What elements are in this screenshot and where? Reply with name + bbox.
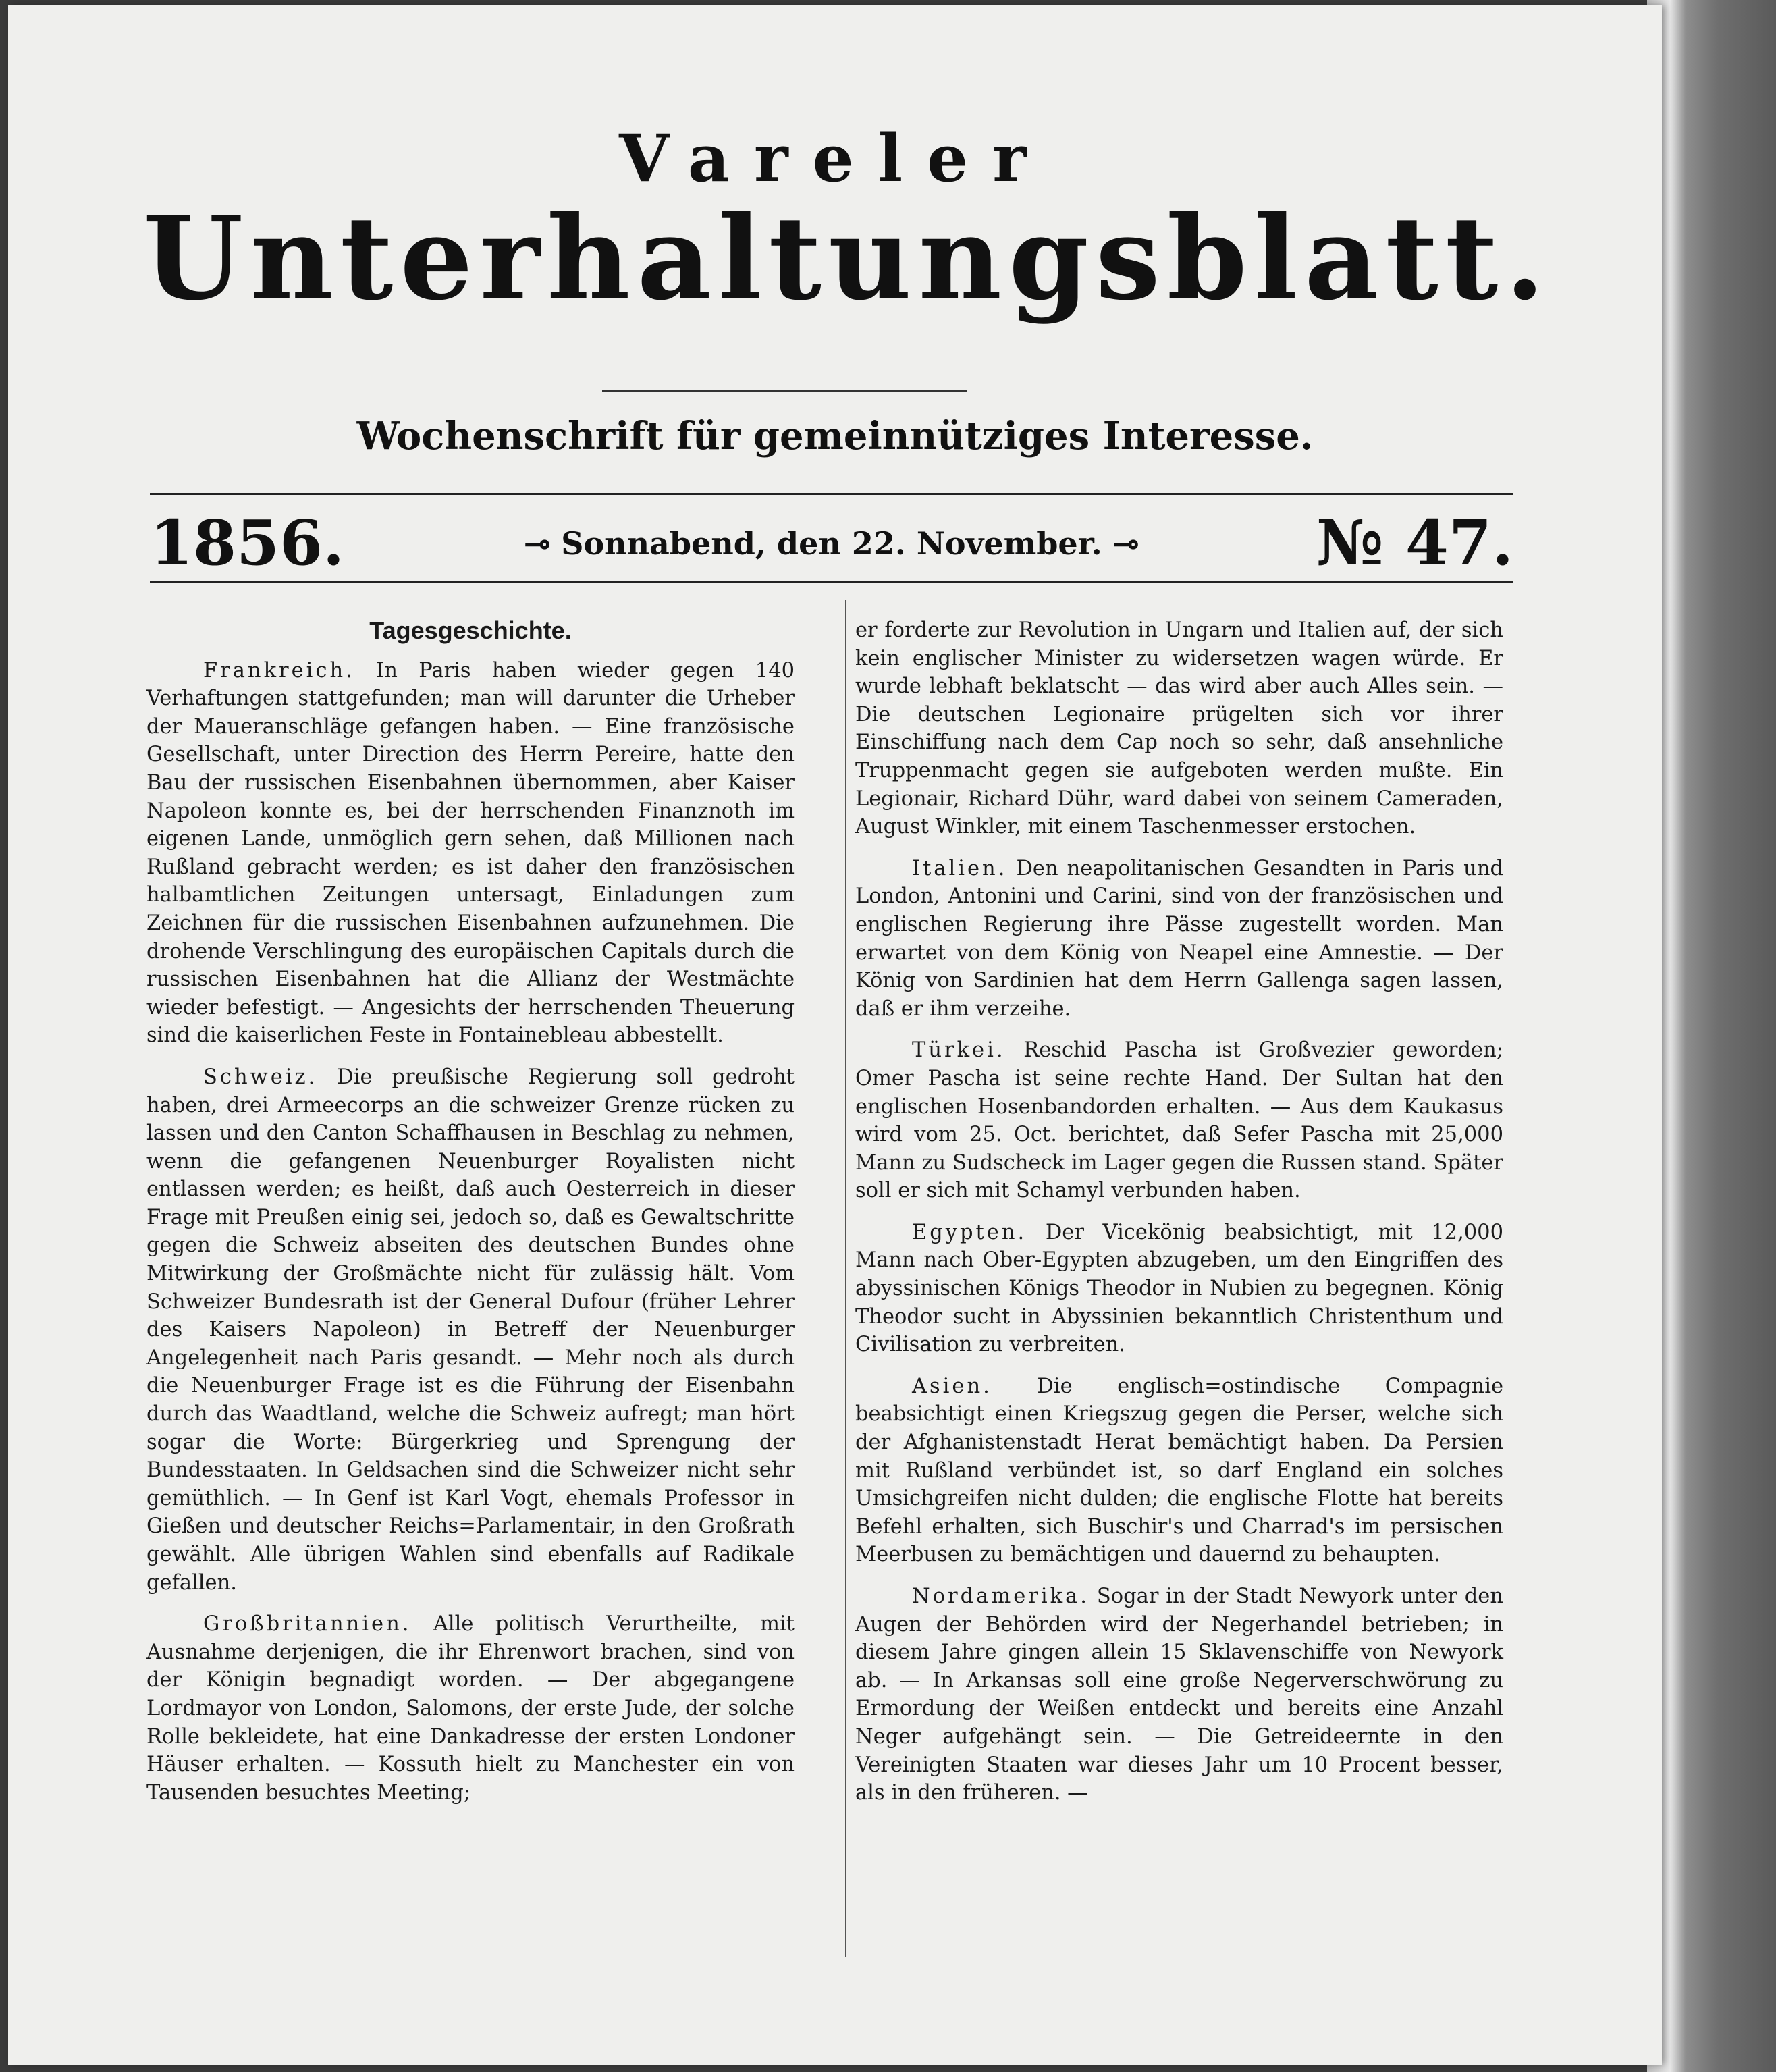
article-nordamerika <box>855 1583 1503 1807</box>
masthead-title: Unterhaltungsblatt. <box>143 191 1552 326</box>
dateline <box>150 506 1513 579</box>
country-label: Nordamerika. <box>912 1585 1090 1608</box>
article-text: Die englisch=ostindische Compagnie beabsichtigt einen Kriegszug gegen die Perser, welche sich der Afghanistenstadt Herat bemächtigt haben. Da Persien mit Rußland verbündet ist, so darf England ein solches Umsichgreifen nicht dulden; die englische Flotte hat bereits Befehl erhalten, sich Buschir's und Charrad's im persischen Meerbusen zu bemächtigen und dauernd zu behaupten. <box>855 1374 1503 1567</box>
country-label: Großbritannien. <box>203 1612 412 1637</box>
country-label: Italien. <box>912 856 1008 880</box>
country-label: Egypten. <box>912 1220 1027 1244</box>
book-edge <box>1647 0 1776 2072</box>
masthead-rule <box>602 390 967 392</box>
article-continuation: er forderte zur Revolution in Ungarn und Italien auf, der sich kein englischer Minister zu widersetzen wagen würde. Er wurde lebhaft beklatscht — das wird aber auch Alles sein. — Die deutschen Legionaire prügelten sich vor ihrer Einschiffung nach dem Cap noch so sehr, daß ansehnliche Truppenmacht gegen sie aufgeboten werden mußte. Ein Legionair, Richard Dühr, ward dabei von seinem Cameraden, August Winkler, mit einem Taschenmesser erstochen. <box>855 618 1503 839</box>
dateline-top-rule <box>150 493 1513 495</box>
article-grossbritannien <box>146 1610 795 1807</box>
article-asien <box>855 1373 1503 1569</box>
left-column <box>146 616 795 1820</box>
dateline-bottom-rule <box>150 581 1513 583</box>
article-schweiz <box>146 1063 795 1597</box>
issue-number: № 47. <box>1316 506 1513 579</box>
article-italien <box>855 855 1503 1024</box>
article-tuerkei <box>855 1036 1503 1205</box>
section-heading: Tagesgeschichte. <box>369 616 572 644</box>
issue-year: 1856. <box>150 506 345 579</box>
country-label: Schweiz. <box>203 1065 318 1089</box>
right-column <box>855 616 1503 1821</box>
column-divider <box>845 600 846 1957</box>
country-label: Frankreich. <box>203 658 355 683</box>
masthead-subtitle: Wochenschrift für gemeinnütziges Interesse. <box>356 414 1314 458</box>
country-label: Asien. <box>912 1374 992 1398</box>
article-text: Reschid Pascha ist Großvezier geworden; Omer Pascha ist seine rechte Hand. Der Sultan hat den englischen Hosenbandorden erhalten. — Aus dem Kaukasus wird vom 25. Oct. berichtet, daß Sefer Pascha mit 25,000 Mann zu Sudscheck im Lager gegen die Russen stand. Später soll er sich mit Schamyl verbunden haben. <box>855 1038 1503 1203</box>
article-text: Den neapolitanischen Gesandten in Paris und London, Antonini und Carini, sind von der französischen und englischen Regierung ihre Pässe zugestellt worden. Man erwartet von dem König von Neapel eine Amnestie. — Der König von Sardinien hat dem Herrn Gallenga sagen lassen, daß er ihm verzeihe. <box>855 856 1503 1021</box>
newspaper-page <box>8 5 1662 2065</box>
article-egypten <box>855 1219 1503 1359</box>
issue-date: ⊸ Sonnabend, den 22. November. ⊸ <box>524 525 1139 562</box>
article-frankreich <box>146 657 795 1050</box>
article-text: Sogar in der Stadt Newyork unter den Augen der Behörden wird der Negerhandel betrieben; in diesem Jahre gingen allein 15 Sklavenschiffe von Newyork ab. — In Arkansas soll eine große Negerverschwörung zu Ermordung der Weißen entdeckt und bereits eine Anzahl Neger aufgehängt sein. — Die Getreideernte in den Vereinigten Staaten war dieses Jahr um 10 Procent besser, als in den früheren. — <box>855 1585 1503 1805</box>
country-label: Türkei. <box>912 1038 1006 1063</box>
article-text: Der Vicekönig beabsichtigt, mit 12,000 Mann nach Ober-Egypten abzugeben, um den Eingriffen des abyssinischen Königs Theodor in Nubien zu begegnen. König Theodor sucht in Abyssinien bekanntlich Christenthum und Civilisation zu verbreiten. <box>855 1220 1503 1357</box>
article-text: Die preußische Regierung soll gedroht haben, drei Armeecorps an die schweizer Grenze rücken zu lassen und den Canton Schaffhausen in Beschlag zu nehmen, wenn die gefangenen Neuenburger Royalisten nicht entlassen werden; es heißt, daß auch Oesterreich in dieser Frage mit Preußen einig sei, jedoch so, daß es Gewaltschritte gegen die Schweiz abseiten des deutschen Bundes ohne Mitwirkung der Großmächte nicht für zulässig hält. Vom Schweizer Bundesrath ist der General Dufour (früher Lehrer des Kaisers Napoleon) in Betreff der Neuenburger Angelegenheit nach Paris gesandt. — Mehr noch als durch die Neuenburger Frage ist es die Führung der Eisenbahn durch das Waadtland, welche die Schweiz aufregt; man hört sogar die Worte: Bürgerkrieg und Sprengung der Bundesstaaten. In Geldsachen sind die Schweizer nicht sehr gemüthlich. — In Genf ist Karl Vogt, ehemals Professor in Gießen und deutscher Reichs=Parlamentair, in den Großrath gewählt. Alle übrigen Wahlen sind ebenfalls auf Radikale gefallen. <box>146 1065 795 1595</box>
masthead-top: Vareler <box>619 120 1051 196</box>
article-text: In Paris haben wieder gegen 140 Verhaftungen stattgefunden; man will darunter die Urheber der Maueranschläge gefangen haben. — Eine französische Gesellschaft, unter Direction des Herrn Pereire, hatte den Bau der russischen Eisenbahnen übernommen, aber Kaiser Napoleon konnte es, bei der herrschenden Finanznoth im eigenen Lande, unmöglich gern sehen, daß Millionen nach Rußland gebracht werden; es ist daher den französischen halbamtlichen Zeitungen untersagt, Einladungen zum Zeichnen für die russischen Eisenbahnen aufzunehmen. Die drohende Verschlingung des europäischen Capitals durch die russischen Eisenbahnen hat die Allianz der Westmächte wieder befestigt. — Angesichts der herrschenden Theuerung sind die kaiserlichen Feste in Fontainebleau abbestellt. <box>146 658 795 1048</box>
article-text: Alle politisch Verurtheilte, mit Ausnahme derjenigen, die ihr Ehrenwort brachen, sind von der Königin begnadigt worden. — Der abgegangene Lordmayor von London, Salomons, der erste Jude, der solche Rolle bekleidete, hat eine Dankadresse der ersten Londoner Häuser erhalten. — Kossuth hielt zu Manchester ein von Tausenden besuchtes Meeting; <box>146 1612 795 1805</box>
